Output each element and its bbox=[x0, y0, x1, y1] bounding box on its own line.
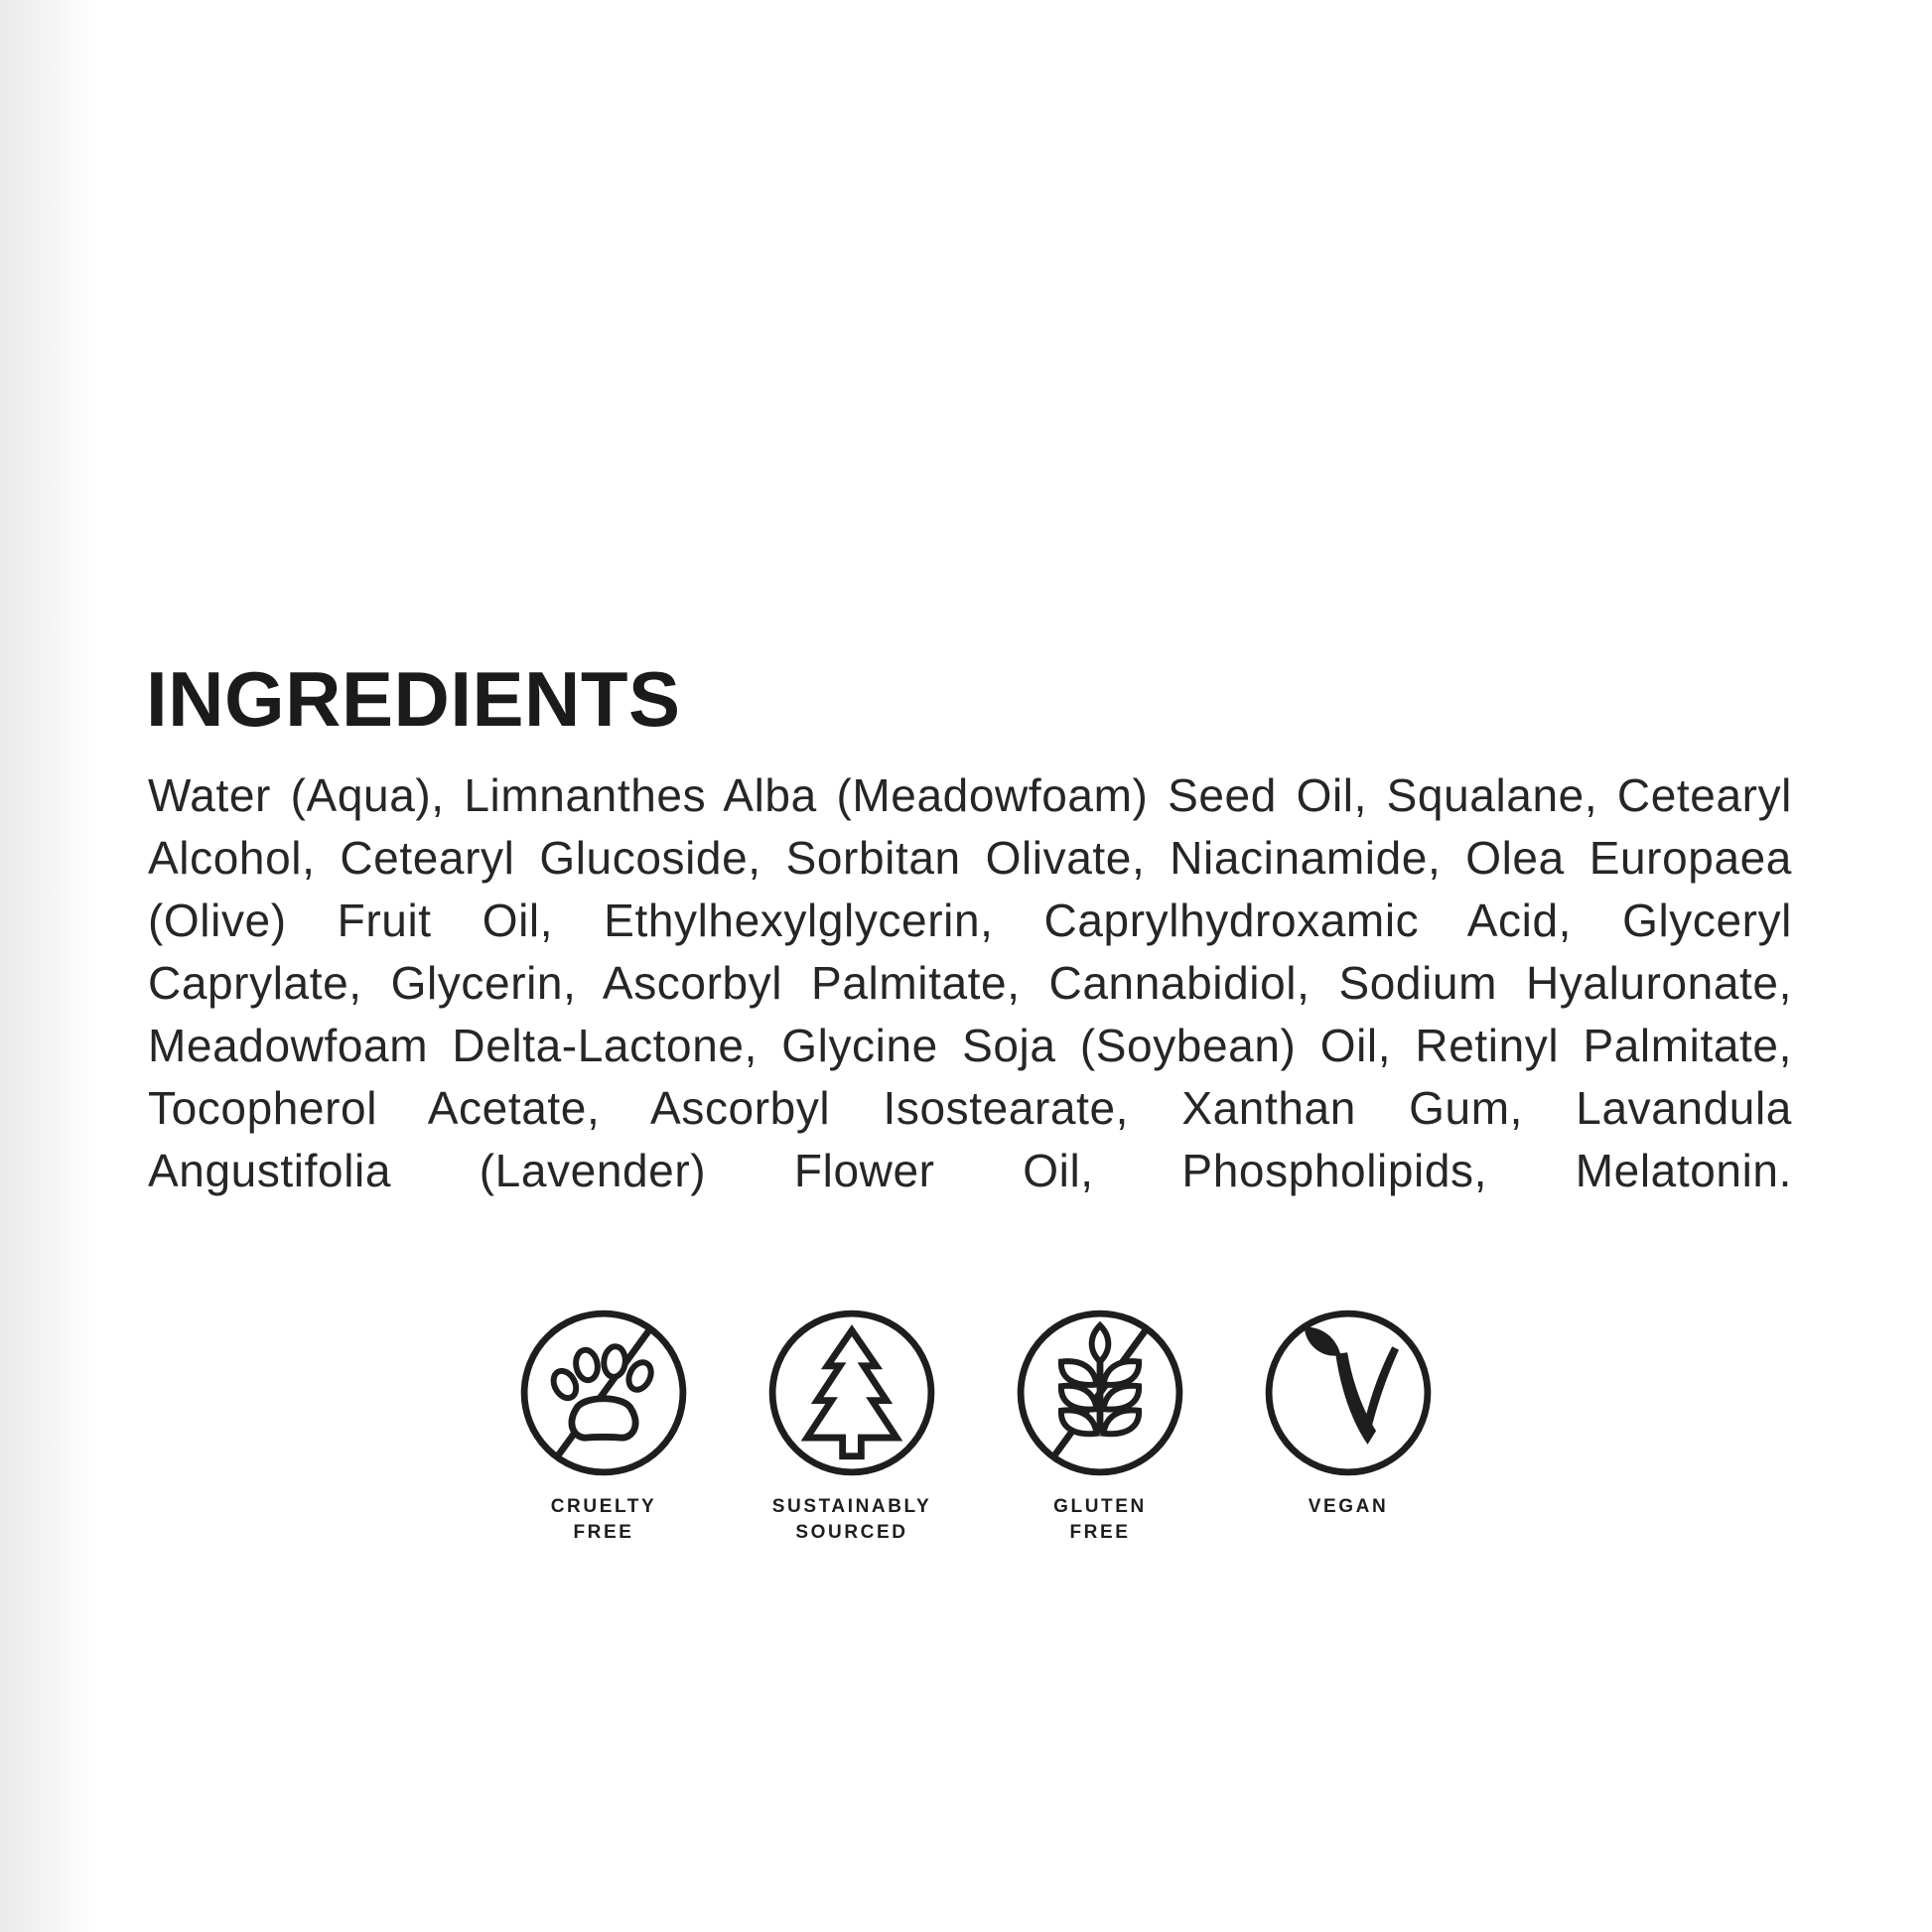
badge-gluten-free bbox=[1016, 1309, 1184, 1546]
badge-vegan bbox=[1264, 1309, 1433, 1546]
badge-label bbox=[1309, 1494, 1389, 1520]
badge-label-line: GLUTEN bbox=[1053, 1496, 1147, 1517]
no-gluten-wheat-icon bbox=[1016, 1309, 1184, 1477]
badge-label bbox=[551, 1494, 657, 1546]
badge-label-line: FREE bbox=[573, 1522, 634, 1543]
badge-label-line: SUSTAINABLY bbox=[771, 1496, 932, 1517]
pine-tree-icon bbox=[767, 1309, 936, 1477]
cruelty-free-paw-icon bbox=[519, 1309, 688, 1477]
ingredients-heading: INGREDIENTS bbox=[146, 655, 681, 743]
badge-label bbox=[772, 1494, 932, 1546]
vegan-v-leaf-icon bbox=[1264, 1309, 1433, 1477]
certification-badges-row bbox=[519, 1309, 1433, 1546]
badge-label-line: SOURCED bbox=[795, 1522, 908, 1543]
badge-label-line: VEGAN bbox=[1308, 1496, 1389, 1517]
ingredients-text: Water (Aqua), Limnanthes Alba (Meadowfoam) Seed Oil, Squalane, Cetearyl Alcohol, Cetearyl Glucoside, Sorbitan Olivate, Niacinamide, Olea Europaea (Olive) Fruit Oil, Ethylhexylglycerin, Caprylhydroxamic Acid, Glyceryl Caprylate, Glycerin, Ascorbyl Palmitate, Cannabidiol, Sodium Hyaluronate, Meadowfoam Delta-Lactone, Glycine Soja (Soybean) Oil, Retinyl Palmitate, Tocopherol Acetate, Ascorbyl Isostearate, Xanthan Gum, Lavandula Angustifolia (Lavender) Flower Oil, Phospholipids, Melatonin. bbox=[148, 769, 1792, 1196]
badge-label bbox=[1053, 1494, 1147, 1546]
badge-label-line: FREE bbox=[1069, 1522, 1131, 1543]
left-edge-shadow bbox=[0, 0, 94, 1932]
badge-sustainably-sourced bbox=[767, 1309, 936, 1546]
badge-label-line: CRUELTY bbox=[550, 1496, 657, 1517]
badge-cruelty-free bbox=[519, 1309, 688, 1546]
